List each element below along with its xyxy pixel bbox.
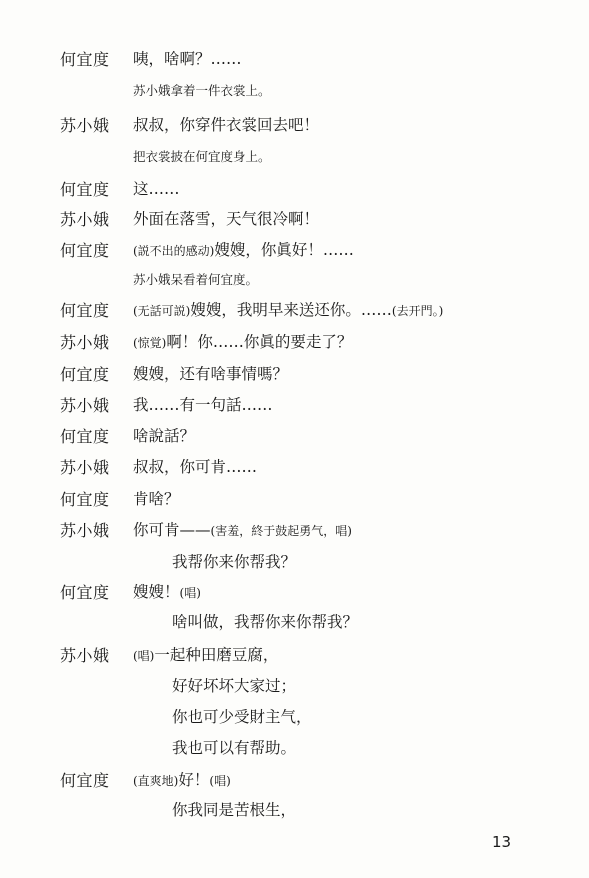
song-text: 啥叫做，我帮你来你帮我？	[172, 613, 359, 631]
speaker-name: 苏小娥	[60, 116, 110, 135]
dialogue-text-main: 好！	[178, 771, 210, 789]
dialogue-text: 叔叔，你穿件衣裳回去吧！	[133, 116, 320, 134]
dialogue-text	[133, 580, 201, 602]
dialogue-text-main: 嫂嫂，我明早来送还你。……	[190, 301, 392, 319]
dialogue-text-main: 你可肯——	[133, 521, 211, 539]
dialogue-text: 外面在落雪，天气很冷啊！	[133, 210, 320, 228]
song-text: 好好坏坏大家过；	[172, 677, 297, 695]
speaker-name: 何宜度	[60, 180, 110, 199]
stage-direction-text: 苏小娥拿着一件衣裳上。	[133, 83, 271, 98]
stage-note: (唱)	[179, 586, 201, 600]
speaker-name: 苏小娥	[60, 458, 110, 477]
stage-note: (无話可説)	[133, 304, 191, 318]
speaker-name: 何宜度	[60, 490, 110, 509]
speaker-name: 何宜度	[60, 241, 110, 260]
page-number: 13	[492, 833, 512, 851]
speaker-name: 苏小娥	[60, 333, 110, 352]
dialogue-text-main: 嫂嫂，你眞好！……	[214, 241, 354, 259]
stage-note: (唱)	[133, 649, 155, 663]
speaker-name: 何宜度	[60, 427, 110, 446]
dialogue-text	[133, 330, 352, 352]
song-text: 你我同是苦根生，	[172, 801, 297, 819]
speaker-name: 何宜度	[60, 301, 110, 320]
stage-direction-text: 把衣裳披在何宜度身上。	[133, 149, 271, 164]
stage-note-end: (唱)	[209, 774, 231, 788]
speaker-name: 何宜度	[60, 583, 110, 602]
dialogue-text: 咦，啥啊？……	[133, 50, 242, 68]
speaker-name: 苏小娥	[60, 396, 110, 415]
speaker-name: 苏小娥	[60, 210, 110, 229]
stage-note: (直爽地)	[133, 774, 179, 788]
dialogue-text	[133, 518, 352, 540]
speaker-name: 何宜度	[60, 365, 110, 384]
dialogue-text-main: 嫂嫂！	[133, 583, 180, 601]
speaker-name: 何宜度	[60, 771, 110, 790]
speaker-name: 何宜度	[60, 50, 110, 69]
dialogue-text	[133, 298, 443, 320]
stage-note: (害羞，終于鼓起勇气，唱)	[210, 524, 352, 538]
song-text: 你也可少受財主气，	[172, 708, 312, 726]
stage-direction-text: 苏小娥呆看着何宜度。	[133, 272, 259, 287]
dialogue-text: 肯啥？	[133, 490, 180, 508]
dialogue-text: 嫂嫂，还有啥事情嗎？	[133, 365, 289, 383]
stage-note-end: (去开門。)	[391, 304, 444, 318]
dialogue-text-main: 一起种田磨豆腐，	[154, 646, 279, 664]
dialogue-text: 叔叔，你可肯……	[133, 458, 258, 476]
dialogue-text	[133, 238, 354, 260]
dialogue-text: 啥說話？	[133, 427, 196, 445]
speaker-name: 苏小娥	[60, 646, 110, 665]
dialogue-text	[133, 643, 278, 665]
stage-note: (説不出的感动)	[133, 244, 215, 258]
song-text: 我也可以有帮助。	[172, 739, 297, 757]
dialogue-text-main: 啊！你……你眞的要走了？	[166, 333, 353, 351]
dialogue-text	[133, 768, 231, 790]
dialogue-text: 这……	[133, 180, 180, 198]
dialogue-text: 我……有一句話……	[133, 396, 273, 414]
stage-note: (惊覚)	[133, 336, 167, 350]
speaker-name: 苏小娥	[60, 521, 110, 540]
song-text: 我帮你来你帮我？	[172, 553, 297, 571]
